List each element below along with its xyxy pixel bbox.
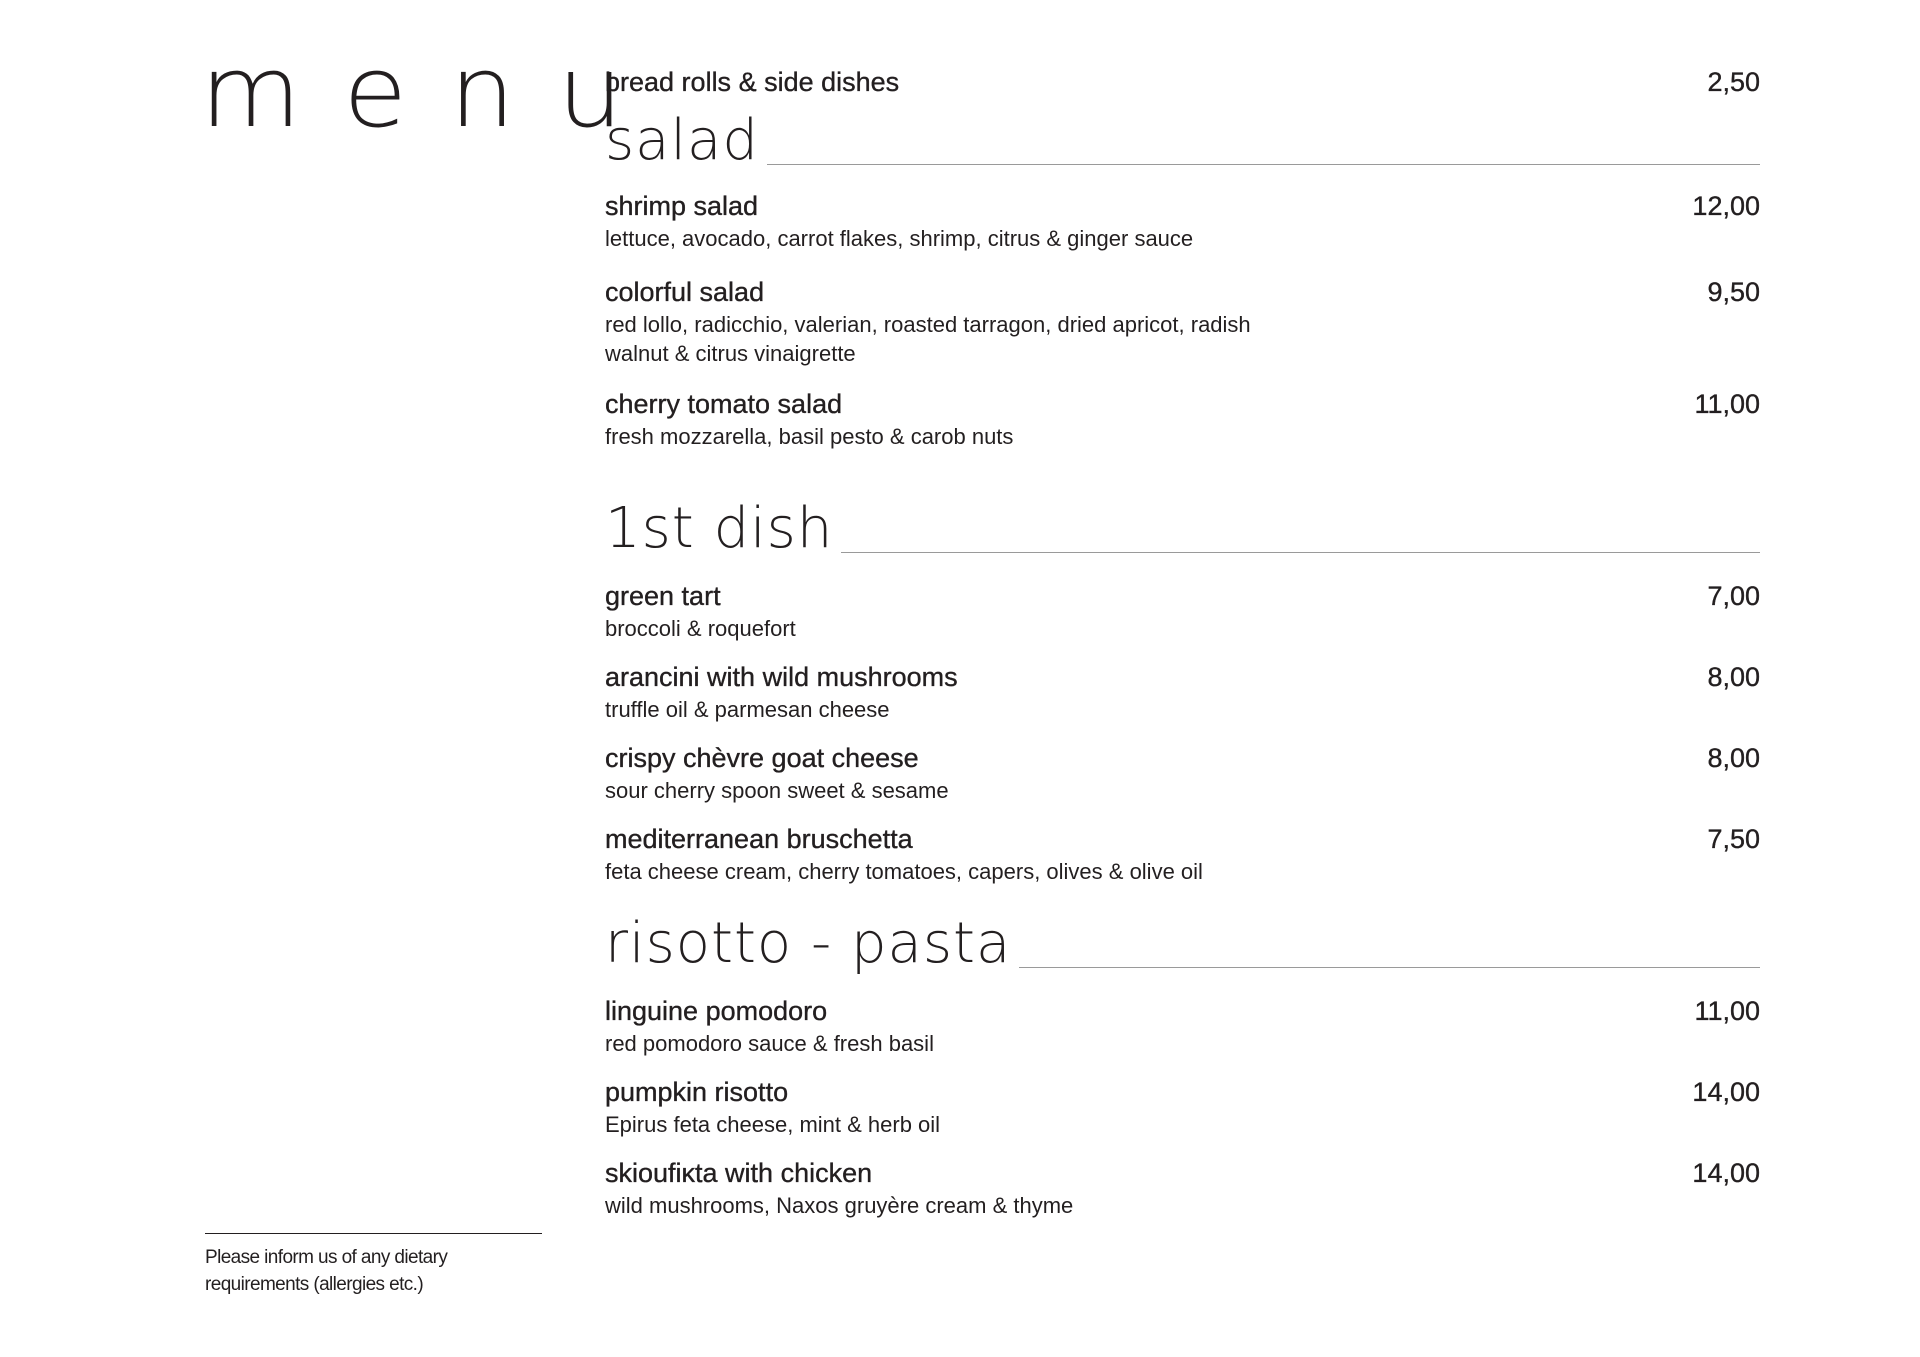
desc-line: Epirus feta cheese, mint & herb oil [605,1112,941,1137]
item-row [605,188,1760,224]
item-price: 9,50 [1707,277,1760,307]
item-description [605,1191,1760,1220]
item-description [605,310,1760,368]
section-salad [605,103,1760,451]
item-row [605,821,1760,857]
item-row [605,578,1760,614]
item-description [605,1029,1760,1058]
desc-line: walnut & citrus vinaigrette [605,341,856,366]
section-risotto-pasta [605,906,1760,1220]
desc-line: lettuce, avocado, carrot flakes, shrimp, citrus & ginger sauce [605,226,1194,251]
item-row [605,386,1760,422]
dietary-note-text [205,1244,542,1298]
menu-item [605,993,1760,1058]
item-price: 7,50 [1707,824,1760,854]
section-rule [1019,967,1760,968]
desc-line: sour cherry spoon sweet & sesame [605,778,949,803]
section-header [605,906,1760,976]
bread-row [605,67,1760,103]
desc-line: fresh mozzarella, basil pesto & carob nuts [605,424,1014,449]
item-description [605,224,1760,253]
item-description [605,614,1760,643]
section-header [605,491,1760,561]
note-divider [205,1233,542,1234]
desc-line: red lollo, radicchio, valerian, roasted tarragon, dried apricot, radish [605,312,1251,337]
item-name: arancini with wild mushrooms [605,662,958,692]
note-line: requirements (allergies etc.) [205,1274,424,1295]
menu-title: menu [200,34,666,150]
item-price: 8,00 [1707,743,1760,773]
item-row [605,740,1760,776]
item-name: skioufiκta with chicken [605,1158,873,1188]
item-row [605,659,1760,695]
section-1st-dish [605,491,1760,886]
item-price: 8,00 [1707,662,1760,692]
bread-name: bread rolls & side dishes [605,67,900,97]
item-row [605,1074,1760,1110]
note-line: Please inform us of any dietary [205,1247,448,1268]
menu-item [605,274,1760,368]
item-price: 11,00 [1694,389,1760,419]
menu-item [605,740,1760,805]
menu-item [605,578,1760,643]
item-name: linguine pomodoro [605,996,828,1026]
item-price: 11,00 [1694,996,1760,1026]
item-description [605,857,1760,886]
item-price: 7,00 [1707,581,1760,611]
section-header [605,103,1760,173]
item-name: shrimp salad [605,191,759,221]
item-description [605,1110,1760,1139]
item-row [605,274,1760,310]
desc-line: red pomodoro sauce & fresh basil [605,1031,934,1056]
item-name: cherry tomato salad [605,389,843,419]
menu-item [605,188,1760,253]
menu-content [605,67,1760,1220]
section-title: salad [605,108,759,173]
item-name: crispy chèvre goat cheese [605,743,919,773]
desc-line: broccoli & roquefort [605,616,796,641]
section-rule [841,552,1760,553]
item-description [605,695,1760,724]
item-row [605,1155,1760,1191]
menu-item [605,821,1760,886]
menu-item [605,386,1760,451]
item-name: colorful salad [605,277,765,307]
section-rule [767,164,1760,165]
desc-line: wild mushrooms, Naxos gruyère cream & thyme [605,1193,1074,1218]
desc-line: truffle oil & parmesan cheese [605,697,890,722]
item-description [605,776,1760,805]
desc-line: feta cheese cream, cherry tomatoes, capers, olives & olive oil [605,859,1203,884]
item-name: mediterranean bruschetta [605,824,913,854]
section-title: risotto - pasta [605,911,1012,976]
item-price: 14,00 [1692,1158,1760,1188]
item-price: 12,00 [1692,191,1760,221]
item-name: green tart [605,581,721,611]
section-title: 1st dish [605,496,834,561]
menu-item [605,1074,1760,1139]
item-row [605,993,1760,1029]
bread-price: 2,50 [1707,67,1760,97]
item-price: 14,00 [1692,1077,1760,1107]
item-name: pumpkin risotto [605,1077,789,1107]
item-description [605,422,1760,451]
dietary-note [205,1233,542,1298]
menu-item [605,1155,1760,1220]
menu-item [605,659,1760,724]
